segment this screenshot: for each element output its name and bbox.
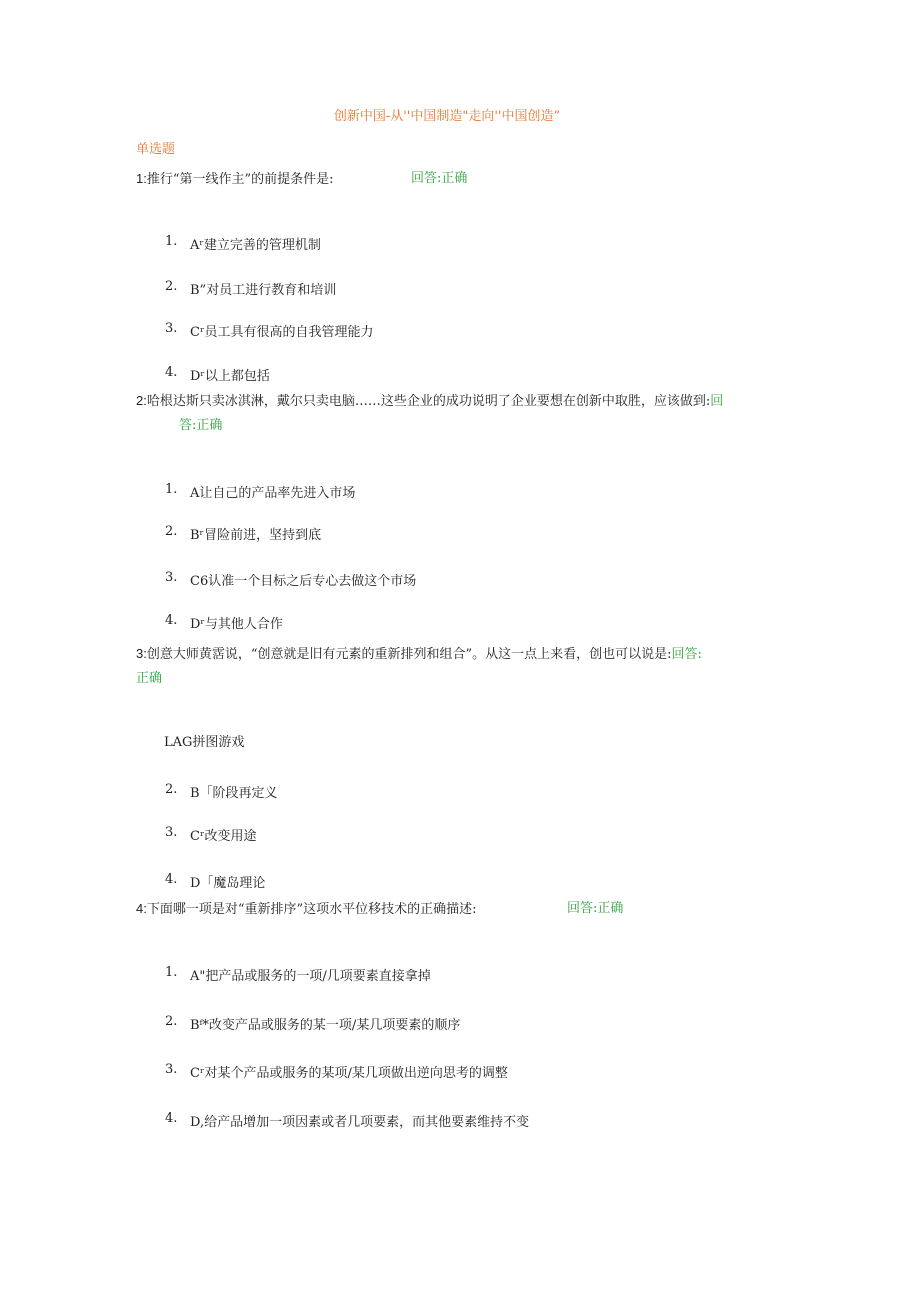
question-number: 4: [136, 901, 147, 916]
option [164, 735, 244, 751]
option [0, 365, 920, 384]
option-text: Bʳ冒险前进，坚持到底 [190, 528, 322, 543]
question-1 [136, 171, 334, 188]
option-number: 4. [165, 365, 178, 380]
question-number: 3: [136, 646, 147, 661]
option-number: 2. [165, 279, 178, 294]
option-number: 4. [165, 872, 178, 887]
option-number: 1. [165, 965, 178, 980]
option [0, 570, 920, 589]
answer-status: 正确 [136, 671, 163, 686]
question-3 [136, 646, 702, 663]
question-4 [136, 901, 477, 918]
question-number: 2: [136, 393, 147, 408]
question-number: 1: [136, 171, 147, 186]
option [0, 524, 920, 543]
answer-status: 回 [710, 394, 724, 409]
answer-status: 回答: [671, 647, 702, 662]
option-text: D「魔岛理论 [190, 876, 266, 891]
option-text: Cʳ改变用途 [190, 829, 257, 844]
option-number: 3. [165, 825, 178, 840]
question-2 [136, 393, 723, 410]
option [0, 279, 920, 298]
answer-status: 回答:正确 [567, 901, 624, 916]
option-number: 3. [165, 321, 178, 336]
section-heading: 单选题 [136, 142, 176, 157]
option-text: B「阶段再定义 [190, 786, 278, 801]
option-text: Cʳ对某个产品或服务的某项/某几项做出逆向思考的调整 [190, 1066, 508, 1081]
option-text: C6认准一个目标之后专心去做这个市场 [190, 574, 417, 589]
option-text: Bᶠ*改变产品或服务的某一项/某几项要素的顺序 [190, 1018, 461, 1033]
option-number: 3. [165, 570, 178, 585]
option [0, 1014, 920, 1033]
option-number: 2. [165, 1014, 178, 1029]
option-text: Aʳ建立完善的管理机制 [190, 238, 321, 253]
option-number: 3. [165, 1062, 178, 1077]
option-text: Cʳ员工具有很高的自我管理能力 [190, 325, 374, 340]
option-number: 2. [165, 524, 178, 539]
option [0, 965, 920, 984]
option [0, 825, 920, 844]
option-text: LAG拼图游戏 [164, 735, 245, 750]
option [0, 613, 920, 632]
option [0, 782, 920, 801]
option-text: B”对员工进行教育和培训 [190, 283, 337, 298]
option [0, 482, 920, 501]
option-text: Dʳ与其他人合作 [190, 617, 283, 632]
page-title: 创新中国-从''中国制造"走向''中国创造” [333, 109, 561, 124]
option-number: 4. [165, 613, 178, 628]
option [0, 872, 920, 891]
option-text: D,给产品增加一项因素或者几项要素，而其他要素维持不变 [190, 1115, 530, 1130]
option [0, 1111, 920, 1130]
option-number: 1. [165, 482, 178, 497]
option [0, 1062, 920, 1081]
option [0, 321, 920, 340]
answer-status: 回答:正确 [411, 171, 468, 186]
option-number: 1. [165, 234, 178, 249]
option-number: 2. [165, 782, 178, 797]
answer-status: 答:正确 [179, 418, 223, 433]
question-text: 哈根达斯只卖冰淇淋，戴尔只卖电脑……这些企业的成功说明了企业要想在创新中取胜，应该做到: [146, 394, 711, 409]
option-text: A"把产品或服务的一项/几项要素直接拿掉 [190, 969, 431, 984]
question-text: 创意大师黄霑说，“创意就是旧有元素的重新排列和组合”。从这一点上来看，创也可以说是: [146, 647, 672, 662]
option-text: A让自己的产品率先进入市场 [190, 486, 356, 501]
option-number: 4. [165, 1111, 178, 1126]
option [0, 234, 920, 253]
question-text: 推行“第一线作主”的前提条件是: [146, 172, 334, 187]
question-text: 下面哪一项是对“重新排序”这项水平位移技术的正确描述: [146, 902, 477, 917]
option-text: Dʳ以上都包括 [190, 369, 270, 384]
